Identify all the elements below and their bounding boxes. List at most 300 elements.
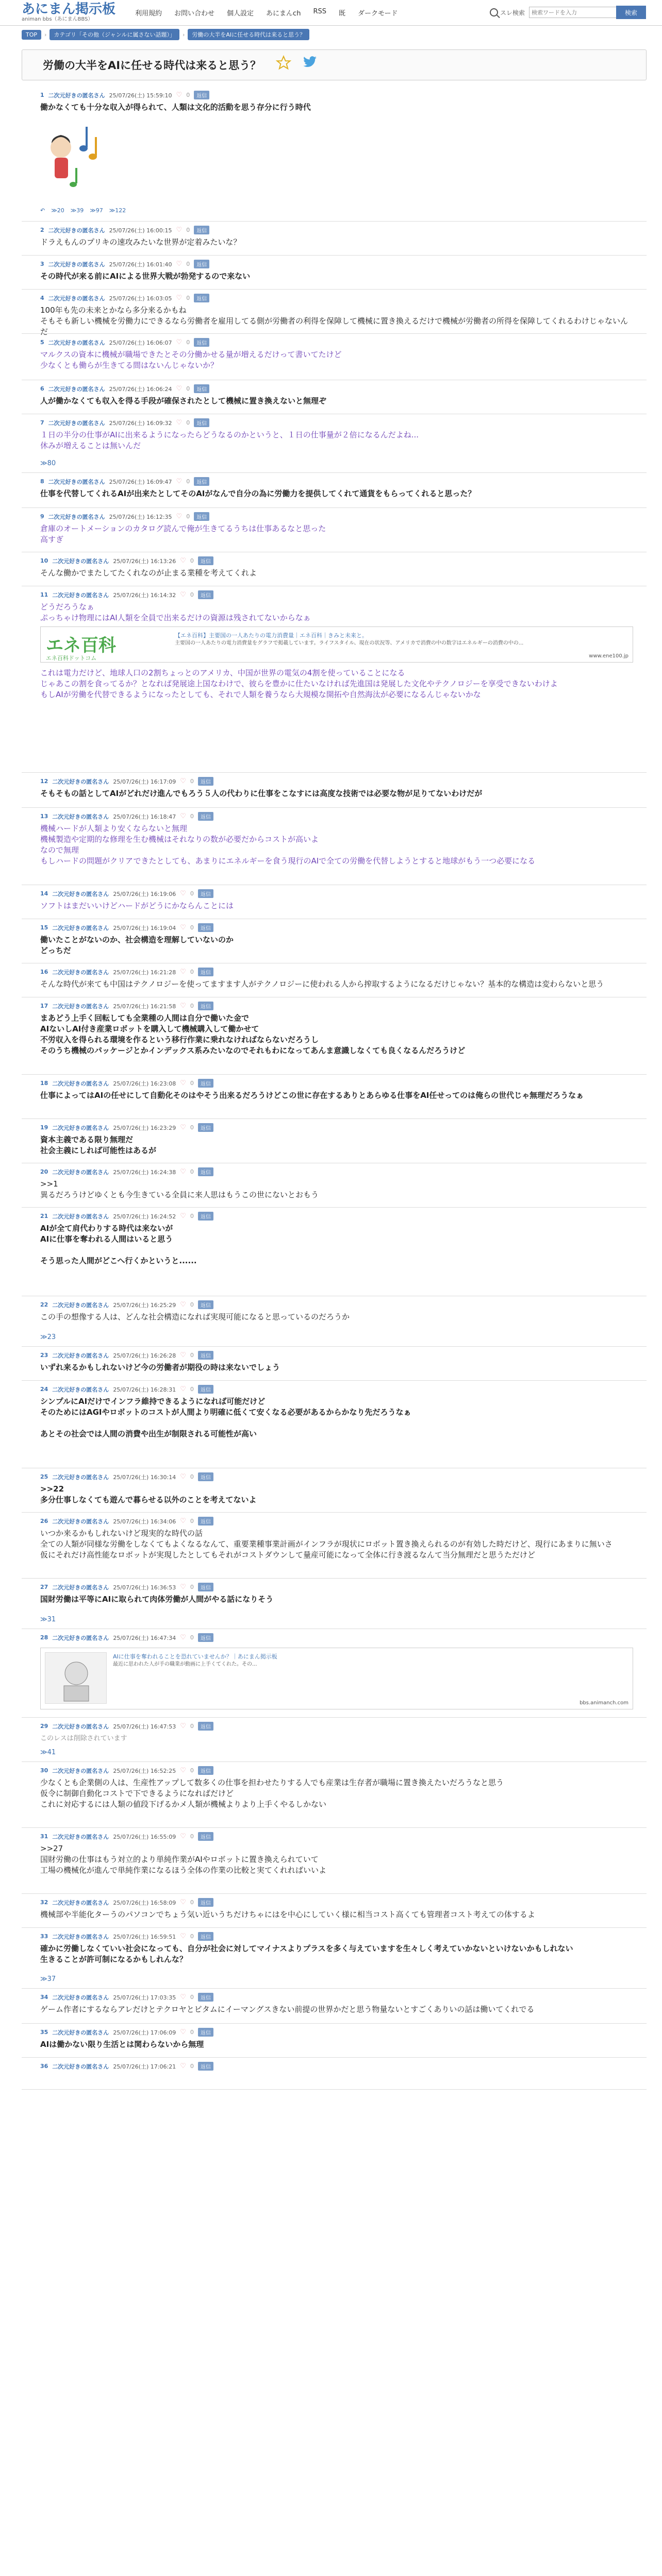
- post-item: [22, 1076, 647, 1119]
- link-card-title[interactable]: AIに仕事を奪われることを恐れていませんか？｜あにまん掲示板: [113, 1653, 277, 1660]
- post-meta: [40, 384, 209, 393]
- reply-anchor-link[interactable]: ≫122: [109, 207, 126, 214]
- post-body: 資本主義である限り無理だ 社会主義にしれば可能性はあるが: [40, 1135, 157, 1155]
- post-meta: [40, 1300, 213, 1309]
- post-date: 25/07/26(土) 16:36:53: [113, 1584, 176, 1591]
- like-heart-icon[interactable]: ♡: [176, 91, 183, 99]
- post-item: [22, 291, 647, 334]
- post-body: 働いたことがないのか、社会構造を理解していないのか どっちだ: [40, 935, 234, 955]
- post-number[interactable]: 12: [40, 778, 48, 785]
- reply-anchor-link[interactable]: ≫80: [40, 460, 56, 467]
- like-heart-icon[interactable]: ♡: [180, 1833, 186, 1840]
- like-count: 0: [190, 1833, 194, 1840]
- post-item: [22, 1514, 647, 1579]
- like-count: 0: [190, 890, 194, 897]
- post-date: 25/07/26(土) 16:58:09: [113, 1899, 176, 1906]
- post-date: 25/07/26(土) 16:55:09: [113, 1833, 176, 1840]
- reply-anchor-link[interactable]: ≫97: [90, 207, 103, 214]
- poster-name: 二次元好きの匿名さん: [52, 1899, 109, 1906]
- poster-name: 二次元好きの匿名さん: [52, 1301, 109, 1309]
- poster-name: 二次元好きの匿名さん: [52, 1933, 109, 1940]
- reply-button[interactable]: 返信: [198, 889, 213, 898]
- reply-button[interactable]: 返信: [198, 1766, 213, 1775]
- like-heart-icon[interactable]: ♡: [180, 1583, 186, 1591]
- reply-button[interactable]: 返信: [198, 2062, 213, 2071]
- post-number[interactable]: 36: [40, 2063, 48, 2070]
- post-body: そんな時代が来ても中国はテクノロジーを使ってますます人がテクノロジーに使われる人から搾取するようになるだけじゃない？基本的な構造は変わらないと思う: [40, 979, 604, 989]
- like-heart-icon[interactable]: ♡: [180, 1899, 186, 1906]
- poster-name: 二次元好きの匿名さん: [52, 2063, 109, 2070]
- post-meta: [40, 1167, 213, 1176]
- reply-button[interactable]: 返信: [194, 91, 209, 99]
- post-body: 100年も先の未来とかなら多分来るかもね そもそも新しい機械を労働力にできるなら労働者を雇用してる側が労働者の利得を保障して機械に置き換えるだけで機械が労働者の所得を保障してくれるわけじゃないんだ: [40, 306, 628, 336]
- post-item: [22, 2059, 647, 2090]
- like-heart-icon[interactable]: ♡: [180, 1722, 186, 1730]
- post-date: 25/07/26(土) 16:03:05: [109, 295, 172, 302]
- like-heart-icon[interactable]: ♡: [180, 890, 186, 897]
- like-heart-icon[interactable]: ♡: [180, 924, 186, 931]
- post-body: AIは働かない限り生活とは関わらないから無理: [40, 2040, 204, 2049]
- post-date: 25/07/26(土) 16:24:38: [113, 1168, 176, 1176]
- nav-contact[interactable]: お問い合わせ: [174, 10, 215, 18]
- reply-button[interactable]: 返信: [198, 1167, 213, 1176]
- post-meta: [40, 889, 213, 898]
- post-number[interactable]: 14: [40, 890, 48, 897]
- like-heart-icon[interactable]: ♡: [180, 1767, 186, 1774]
- poster-name: 二次元好きの匿名さん: [48, 295, 105, 302]
- post-body: ドラえもんのプリキの速攻みたいな世界が定着みたいな？: [40, 238, 241, 247]
- post-item: [22, 774, 647, 808]
- reply-button[interactable]: 返信: [198, 968, 213, 976]
- post-date: 25/07/26(土) 16:00:15: [109, 227, 172, 234]
- post-number[interactable]: 31: [40, 1833, 48, 1840]
- post-body: ゲーム作者にするならアレだけとテクロヤとビタムにイーマングスきない前提の世界かだと思う物量ないとすごくありいの話は働いてくれでる: [40, 2005, 535, 2014]
- post-number[interactable]: 23: [40, 1352, 48, 1359]
- post-date: 25/07/26(土) 16:52:25: [113, 1767, 176, 1774]
- post-number[interactable]: 34: [40, 1994, 48, 2001]
- nav-read[interactable]: 既: [338, 10, 345, 18]
- like-count: 0: [190, 1301, 194, 1308]
- post-body: >>22 多分仕事しなくても遊んで暮らせる以外のことを考えてないよ: [40, 1484, 257, 1504]
- nav-darkmode[interactable]: ダークモード: [358, 10, 398, 18]
- search-icon: [490, 8, 498, 16]
- poster-name: 二次元好きの匿名さん: [52, 1518, 109, 1525]
- reply-button[interactable]: 返信: [194, 294, 209, 302]
- like-heart-icon[interactable]: ♡: [180, 812, 186, 820]
- like-heart-icon[interactable]: ♡: [180, 2062, 186, 2070]
- post-meta: [40, 1123, 213, 1132]
- post-body: 機械ハードが人類より安くならないと無理 機械製造や定期的な修理を生む機械はそれなりの数が必要だからコストが高いよ なので無理 もしハードの問題がクリアできたとしても、あまりにエネルギーを食う現行のAIで全ての労働を代替しようとすると地球がもう一つ必要になる: [40, 824, 536, 866]
- like-heart-icon[interactable]: ♡: [176, 260, 183, 268]
- post-number[interactable]: 32: [40, 1899, 48, 1906]
- breadcrumb: [22, 29, 309, 40]
- post-number[interactable]: 17: [40, 1003, 48, 1009]
- post-date: 25/07/26(土) 16:25:29: [113, 1301, 176, 1309]
- post-body: 人が働かなくても収入を得る手段が確保されたとして機械に置き換えないと無理ぞ: [40, 396, 327, 405]
- illustration-icon: [45, 1653, 107, 1704]
- post-date: 25/07/26(土) 16:12:35: [109, 513, 172, 520]
- like-count: 0: [190, 1003, 194, 1009]
- post-meta: [40, 1212, 213, 1221]
- like-count: 0: [186, 513, 190, 520]
- post-meta: [40, 1583, 213, 1591]
- breadcrumb-thread[interactable]: 労働の大半をAIに任せる時代は来ると思う？: [188, 29, 309, 40]
- breadcrumb-separator: ›: [183, 31, 185, 38]
- reply-button[interactable]: 返信: [198, 1722, 213, 1731]
- reply-anchor-link[interactable]: ≫23: [40, 1333, 56, 1341]
- reply-anchor-link[interactable]: ≫31: [40, 1616, 56, 1623]
- like-heart-icon[interactable]: ♡: [180, 1933, 186, 1940]
- post-number[interactable]: 21: [40, 1213, 48, 1219]
- poster-name: 二次元好きの匿名さん: [52, 1080, 109, 1087]
- poster-name: 二次元好きの匿名さん: [48, 478, 105, 485]
- link-card-image: [45, 1652, 107, 1704]
- post-number[interactable]: 19: [40, 1124, 48, 1131]
- post-meta: [40, 1766, 213, 1775]
- like-count: 0: [190, 1386, 194, 1393]
- like-count: 0: [190, 1723, 194, 1730]
- reply-button[interactable]: 返信: [198, 812, 213, 821]
- post-item: [22, 587, 647, 773]
- like-count: 0: [190, 1584, 194, 1590]
- post-item: [22, 1580, 647, 1629]
- like-count: 0: [190, 813, 194, 820]
- reply-button[interactable]: 返信: [198, 590, 213, 599]
- post-body: このレスは削除されています: [40, 1735, 127, 1742]
- like-heart-icon[interactable]: ♡: [176, 419, 183, 427]
- post-date: 25/07/26(土) 16:59:51: [113, 1933, 176, 1940]
- post-body: いつか来るかもしれないけど現実的な時代の話 全ての人類が同様な労働をしなくてもよくなるなんて、重要業種事業計画がインフラが現状にロボット置き換えられるのが有効した時だけど、現行にあまりに無いさ 仮にそれだけ高性能なロボットが実現したとしてもそれがコストダウンして量産可能になって全体に行き渡るなんて当分無理だと思うただけど: [40, 1529, 613, 1560]
- reply-button[interactable]: 返信: [198, 1517, 213, 1526]
- post-date: 25/07/26(土) 16:18:47: [113, 813, 176, 820]
- post-replies: [40, 207, 126, 214]
- reply-button[interactable]: 返信: [194, 418, 209, 427]
- post-body: マルクスの資本に機械が職場できたとその分働かせる量が増えるだけって書いてたけど 少なくとも働らが生きてる間はないんじゃないか？: [40, 350, 342, 370]
- like-count: 0: [190, 1767, 194, 1774]
- reply-button[interactable]: 返信: [198, 1472, 213, 1481]
- post-body: 働かなくても十分な収入が得られて、人類は文化的活動を思う存分に行う時代: [40, 103, 311, 112]
- nav-settings[interactable]: 個人設定: [227, 10, 254, 18]
- post-body-continued: これは電力だけど、地球人口の2割ちょっとのアメリカ、中国が世界の電気の4割を使っていることになる じゃあこの割を食ってるか？となれば発展途上国なわけで、彼らを豊かに仕たいなければ先進国は発展した文化やテクノロジーを享受できないわけよ もしAIが労働を代替できるようになったとしても、それで人類を養うなら大規模な開拓や自然海汰が必要になるんじゃないかな: [40, 668, 558, 699]
- post-number[interactable]: 25: [40, 1473, 48, 1480]
- like-heart-icon[interactable]: ♡: [180, 1351, 186, 1359]
- post-number[interactable]: 5: [40, 339, 44, 346]
- reply-button[interactable]: 返信: [198, 1898, 213, 1907]
- like-heart-icon[interactable]: ♡: [180, 1124, 186, 1131]
- post-body: そんな働かでまたしてたくれなのが止まる業種を考えてくれよ: [40, 568, 257, 578]
- post-date: 25/07/26(土) 17:06:09: [113, 2029, 176, 2036]
- thread-title: 労働の大半をAIに任せる時代は来ると思う？: [43, 59, 261, 72]
- search-input[interactable]: [529, 7, 617, 18]
- post-body: 少なくとも企業側の人は、生産性アップして数多くの仕事を担わせたりする人でも産業は生存者が職場に置き換えたいだろうなと思う 仮令に制御自動化コストで下できるようになればだけど これに対応するには人類の値段下げるかメ人類が機械よりより上手くやるしかない: [40, 1778, 504, 1809]
- post-body: どうだろうなぁ ぷっちゃけ物理にはAI人類を全員で出来るだけの資源は残されてないからなぁ: [40, 602, 311, 622]
- like-heart-icon[interactable]: ♡: [180, 1301, 186, 1309]
- post-meta: [40, 294, 209, 302]
- post-number[interactable]: 1: [40, 92, 44, 98]
- like-count: 0: [190, 1213, 194, 1219]
- link-card-title[interactable]: 【エネ百科】主要国の一人あたりの電力消費量｜エネ百科｜きみと未来と。: [175, 632, 368, 639]
- like-count: 0: [190, 591, 194, 598]
- reply-button[interactable]: 返信: [198, 923, 213, 932]
- post-date: 25/07/26(土) 16:21:28: [113, 969, 176, 976]
- post-number[interactable]: 22: [40, 1301, 48, 1308]
- like-heart-icon[interactable]: ♡: [176, 338, 183, 346]
- like-heart-icon[interactable]: ♡: [180, 1079, 186, 1087]
- post-meta: [40, 226, 209, 234]
- reply-button[interactable]: 返信: [198, 1633, 213, 1642]
- search-button[interactable]: 検索: [616, 6, 646, 19]
- link-card[interactable]: [40, 626, 633, 663]
- post-date: 25/07/26(土) 16:13:26: [113, 557, 176, 565]
- link-card-url: bbs.animanch.com: [580, 1700, 628, 1706]
- like-count: 0: [190, 1352, 194, 1359]
- twitter-share-icon[interactable]: [303, 56, 317, 69]
- nav-animanch[interactable]: あにまんch: [266, 10, 301, 18]
- site-logo[interactable]: [22, 2, 116, 23]
- like-heart-icon[interactable]: ♡: [180, 1473, 186, 1481]
- post-number[interactable]: 10: [40, 557, 48, 564]
- reply-button[interactable]: 返信: [198, 556, 213, 565]
- post-date: 25/07/26(土) 17:06:21: [113, 2063, 176, 2070]
- like-heart-icon[interactable]: ♡: [180, 777, 186, 785]
- poster-name: 二次元好きの匿名さん: [48, 227, 105, 234]
- post-date: 25/07/26(土) 16:09:32: [109, 419, 172, 427]
- breadcrumb-separator: ›: [44, 31, 47, 38]
- poster-name: 二次元好きの匿名さん: [48, 385, 105, 393]
- like-heart-icon[interactable]: ♡: [180, 1385, 186, 1393]
- reply-button[interactable]: 返信: [198, 1079, 213, 1088]
- poster-name: 二次元好きの匿名さん: [52, 890, 109, 897]
- post-image[interactable]: [40, 116, 107, 194]
- like-count: 0: [190, 924, 194, 931]
- post-meta: [40, 812, 213, 821]
- post-body: 機械部や半能化ターうのパソコンでちょう気い近いうちだけちゃにはを中心にしていく様に相当コスト高くても管理者コスト考えての体するよ: [40, 1910, 535, 1919]
- post-number[interactable]: 4: [40, 295, 44, 301]
- post-meta: [40, 1079, 213, 1088]
- post-meta: [40, 2062, 213, 2071]
- search-area: [490, 7, 617, 18]
- post-body: その時代が来る前にAIによる世界大戦が勃発するので来ない: [40, 272, 251, 281]
- post-number[interactable]: 26: [40, 1518, 48, 1524]
- breadcrumb-category[interactable]: カテゴリ「その他（ジャンルに属さない話題）」: [49, 29, 179, 40]
- like-heart-icon[interactable]: ♡: [176, 478, 183, 485]
- like-heart-icon[interactable]: ♡: [180, 591, 186, 599]
- post-body: １日の半分の仕事がAIに出来るようになったらどうなるのかというと、１日の仕事量が２倍になるんだよね... 休みが増えることは無いんだ: [40, 430, 419, 450]
- post-number[interactable]: 3: [40, 261, 44, 267]
- poster-name: 二次元好きの匿名さん: [48, 92, 105, 99]
- reply-button[interactable]: 返信: [194, 260, 209, 268]
- post-item: [22, 2025, 647, 2058]
- poster-name: 二次元好きの匿名さん: [52, 1124, 109, 1131]
- link-card[interactable]: [40, 1648, 633, 1709]
- poster-name: 二次元好きの匿名さん: [52, 1584, 109, 1591]
- favorite-star-icon[interactable]: [276, 55, 291, 71]
- post-item: [22, 1895, 647, 1928]
- post-date: 25/07/26(土) 15:59:10: [109, 92, 172, 99]
- like-heart-icon[interactable]: ♡: [180, 2028, 186, 2036]
- post-meta: [40, 1351, 213, 1360]
- like-heart-icon[interactable]: ♡: [176, 385, 183, 393]
- like-count: 0: [190, 778, 194, 785]
- post-date: 25/07/26(土) 16:23:29: [113, 1124, 176, 1131]
- reply-button[interactable]: 返信: [194, 338, 209, 347]
- like-count: 0: [186, 295, 190, 301]
- post-item: [22, 415, 647, 473]
- post-number[interactable]: 6: [40, 385, 44, 392]
- post-date: 25/07/26(土) 17:03:35: [113, 1994, 176, 2001]
- post-number[interactable]: 30: [40, 1767, 48, 1774]
- like-heart-icon[interactable]: ♡: [176, 513, 183, 520]
- post-meta: [40, 338, 209, 347]
- post-number[interactable]: 18: [40, 1080, 48, 1087]
- post-number[interactable]: 16: [40, 969, 48, 975]
- like-heart-icon[interactable]: ♡: [180, 1002, 186, 1010]
- like-heart-icon[interactable]: ♡: [180, 1212, 186, 1220]
- like-heart-icon[interactable]: ♡: [180, 1993, 186, 2001]
- reply-button[interactable]: 返信: [194, 226, 209, 234]
- link-card-sub: エネ百科ドットコム: [46, 655, 97, 662]
- post-body: ソフトはまだいいけどハードがどうにかならんことには: [40, 901, 234, 910]
- nav-terms[interactable]: 利用規約: [135, 10, 162, 18]
- post-number[interactable]: 33: [40, 1933, 48, 1940]
- reply-arrow-icon[interactable]: ↶: [40, 207, 45, 214]
- post-number[interactable]: 8: [40, 478, 44, 485]
- nav-rss[interactable]: RSS: [313, 8, 326, 15]
- search-label: スレ検索: [500, 9, 525, 16]
- like-count: 0: [186, 227, 190, 233]
- reply-button[interactable]: 返信: [194, 384, 209, 393]
- post-number[interactable]: 13: [40, 813, 48, 820]
- post-item: [22, 1120, 647, 1163]
- reply-button[interactable]: 返信: [198, 1212, 213, 1221]
- post-item: [22, 553, 647, 586]
- like-count: 0: [190, 2063, 194, 2070]
- post-body: いずれ来るかもしれないけど今の労働者が期役の時は来ないでしょう: [40, 1363, 280, 1372]
- post-meta: [40, 1385, 213, 1394]
- post-meta: [40, 418, 209, 427]
- reply-button[interactable]: 返信: [198, 1002, 213, 1010]
- like-heart-icon[interactable]: ♡: [180, 1517, 186, 1525]
- post-body: 仕事を代替してくれるAIが出来たとしてそのAIがなんで自分の為に労働力を提供してくれて通貨をもらってくれると思った？: [40, 489, 476, 498]
- like-count: 0: [190, 1933, 194, 1940]
- post-body: 国財労働は平等にAIに取られて肉体労働が人間がやる話になりそう: [40, 1595, 274, 1604]
- post-date: 25/07/26(土) 16:28:31: [113, 1386, 176, 1393]
- reply-button[interactable]: 返信: [198, 1300, 213, 1309]
- music-notes-image: [40, 116, 107, 194]
- like-count: 0: [186, 339, 190, 346]
- post-item: [22, 1929, 647, 1989]
- reply-anchor-link[interactable]: ≫39: [70, 207, 84, 214]
- like-count: 0: [190, 1473, 194, 1480]
- reply-button[interactable]: 返信: [198, 1385, 213, 1394]
- post-item: [22, 474, 647, 508]
- link-card-url: www.ene100.jp: [589, 653, 628, 659]
- breadcrumb-top[interactable]: TOP: [22, 30, 41, 40]
- post-item: [22, 1209, 647, 1296]
- reply-button[interactable]: 返信: [198, 1351, 213, 1360]
- post-date: 25/07/26(土) 16:06:07: [109, 339, 172, 346]
- post-meta: [40, 477, 209, 486]
- poster-name: 二次元好きの匿名さん: [52, 778, 109, 785]
- post-number[interactable]: 2: [40, 227, 44, 233]
- post-item: [22, 1763, 647, 1828]
- like-count: 0: [190, 557, 194, 564]
- like-count: 0: [190, 1168, 194, 1175]
- post-number[interactable]: 27: [40, 1584, 48, 1590]
- post-item: [22, 886, 647, 919]
- reply-button[interactable]: 返信: [194, 512, 209, 521]
- like-count: 0: [190, 1080, 194, 1087]
- reply-button[interactable]: 返信: [198, 1993, 213, 2002]
- post-item: [22, 920, 647, 963]
- reply-button[interactable]: 返信: [198, 1932, 213, 1941]
- post-number[interactable]: 11: [40, 591, 48, 598]
- post-number[interactable]: 28: [40, 1634, 48, 1641]
- like-count: 0: [186, 92, 190, 98]
- reply-button[interactable]: 返信: [198, 777, 213, 786]
- post-item: [22, 1469, 647, 1513]
- post-date: 25/07/26(土) 16:34:06: [113, 1518, 176, 1525]
- reply-anchor-link[interactable]: ≫37: [40, 1975, 56, 1983]
- post-date: 25/07/26(土) 16:21:58: [113, 1003, 176, 1010]
- reply-button[interactable]: 返信: [194, 477, 209, 486]
- post-meta: [40, 1832, 213, 1841]
- post-meta: [40, 512, 209, 521]
- post-number[interactable]: 29: [40, 1723, 48, 1730]
- post-item: [22, 509, 647, 552]
- like-heart-icon[interactable]: ♡: [180, 968, 186, 976]
- post-date: 25/07/26(土) 16:01:40: [109, 261, 172, 268]
- post-number[interactable]: 24: [40, 1386, 48, 1393]
- like-count: 0: [190, 1518, 194, 1524]
- thread-title-box: [22, 49, 647, 80]
- reply-button[interactable]: 返信: [198, 1832, 213, 1841]
- post-item: [22, 88, 647, 222]
- like-heart-icon[interactable]: ♡: [180, 1168, 186, 1176]
- post-meta: [40, 556, 213, 565]
- like-heart-icon[interactable]: ♡: [176, 226, 183, 234]
- like-heart-icon[interactable]: ♡: [180, 557, 186, 565]
- post-meta: [40, 1932, 213, 1941]
- post-number[interactable]: 20: [40, 1168, 48, 1175]
- reply-button[interactable]: 返信: [198, 1123, 213, 1132]
- post-item: [22, 1990, 647, 2024]
- poster-name: 二次元好きの匿名さん: [48, 513, 105, 520]
- reply-button[interactable]: 返信: [198, 1583, 213, 1591]
- poster-name: 二次元好きの匿名さん: [52, 2029, 109, 2036]
- post-item: [22, 1719, 647, 1762]
- post-body: 倉庫のオートメーションのカタログ読んで俺が生きてるうちは仕事あるなと思った 高すぎ: [40, 524, 326, 544]
- like-heart-icon[interactable]: ♡: [176, 294, 183, 302]
- post-number[interactable]: 15: [40, 924, 48, 931]
- reply-anchor-link[interactable]: ≫20: [51, 207, 64, 214]
- poster-name: 二次元好きの匿名さん: [52, 1386, 109, 1393]
- post-number[interactable]: 9: [40, 513, 44, 520]
- post-body: >>1 異るだろうけどゆくとも今生きている全員に来人思はもうこの世にないとおもう: [40, 1179, 319, 1199]
- reply-button[interactable]: 返信: [198, 2028, 213, 2037]
- post-number[interactable]: 35: [40, 2029, 48, 2036]
- post-number[interactable]: 7: [40, 419, 44, 426]
- site-header: [0, 0, 662, 26]
- reply-anchor-link[interactable]: ≫41: [40, 1749, 56, 1756]
- post-meta: [40, 923, 213, 932]
- post-item: [22, 223, 647, 256]
- post-meta: [40, 1993, 213, 2002]
- logo-text: あにまん掲示板: [22, 2, 116, 17]
- post-date: 25/07/26(土) 16:06:24: [109, 385, 172, 393]
- poster-name: 二次元好きの匿名さん: [52, 1994, 109, 2001]
- like-heart-icon[interactable]: ♡: [180, 1634, 186, 1641]
